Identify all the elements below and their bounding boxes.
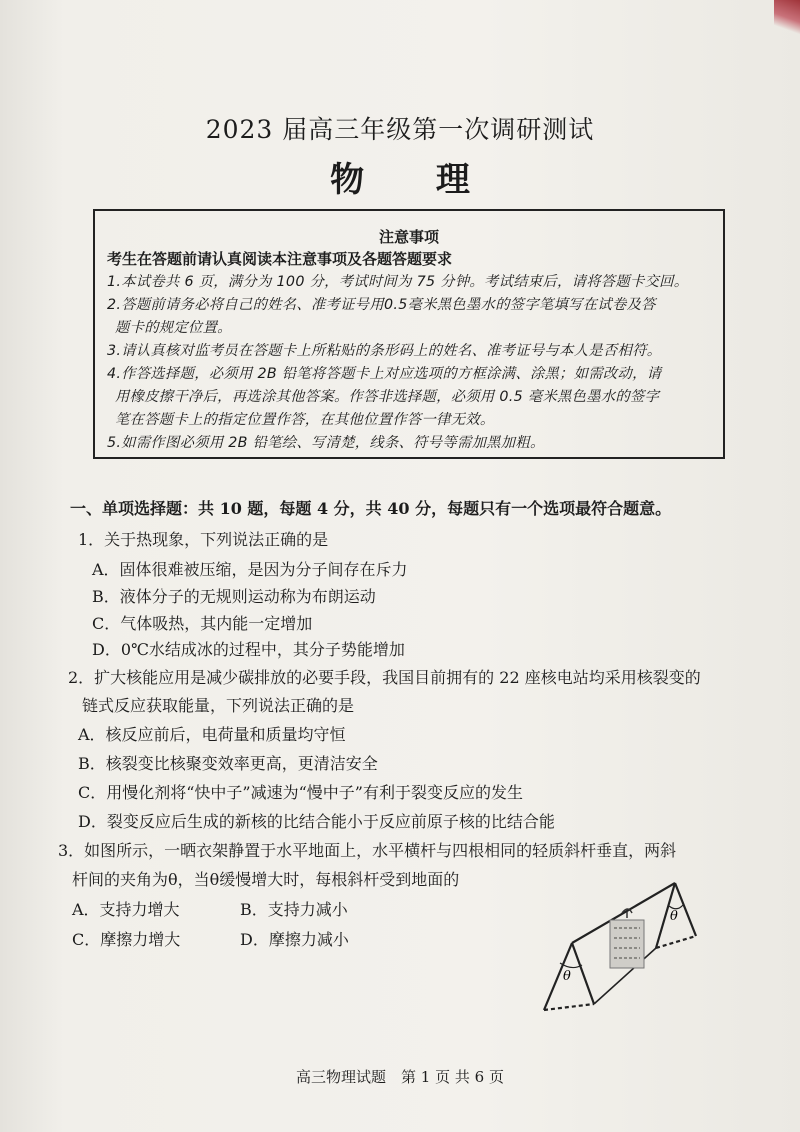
notice-line: 5.如需作图必须用 2B 铅笔绘、写清楚，线条、符号等需加黑加粗。 bbox=[107, 435, 545, 451]
question-3-option-b: B．支持力减小 bbox=[240, 900, 348, 919]
question-3-stem-cont: 杆间的夹角为θ，当θ缓慢增大时，每根斜杆受到地面的 bbox=[72, 870, 460, 889]
question-3-option-d: D．摩擦力减小 bbox=[240, 930, 349, 949]
theta-label-left: θ bbox=[563, 969, 571, 984]
notice-line: 2.答题前请务必将自己的姓名、准考证号用0.5毫米黑色墨水的签字笔填写在试卷及答 bbox=[107, 297, 656, 313]
exam-title: 2023 届高三年级第一次调研测试 bbox=[205, 115, 595, 144]
notice-heading: 注意事项 bbox=[378, 228, 439, 246]
rack-base-dashed bbox=[544, 1004, 594, 1010]
page-footer: 高三物理试题 第 1 页 共 6 页 bbox=[296, 1068, 504, 1086]
question-2-stem-cont: 链式反应获取能量，下列说法正确的是 bbox=[82, 696, 355, 715]
exam-subject: 物 理 bbox=[330, 160, 500, 200]
question-1-option-d: D．0℃水结成冰的过程中，其分子势能增加 bbox=[92, 640, 405, 659]
question-3-option-c: C．摩擦力增大 bbox=[72, 930, 181, 949]
theta-label-right: θ bbox=[670, 909, 678, 924]
section-title: 一、单项选择题：共 10 题，每题 4 分，共 40 分，每题只有一个选项最符合题意。 bbox=[70, 499, 672, 518]
question-2-option-d: D．裂变反应后生成的新核的比结合能小于反应前原子核的比结合能 bbox=[78, 812, 555, 831]
rack-leg bbox=[675, 883, 696, 936]
rack-base-dashed bbox=[656, 936, 696, 948]
notice-line: 4.作答选择题，必须用 2B 铅笔将答题卡上对应选项的方框涂满、涂黑；如需改动，请 bbox=[107, 366, 662, 382]
question-1-option-c: C．气体吸热，其内能一定增加 bbox=[92, 614, 313, 633]
page-corner-decoration bbox=[774, 0, 800, 40]
question-1-stem: 1．关于热现象，下列说法正确的是 bbox=[78, 530, 329, 549]
notice-subheading: 考生在答题前请认真阅读本注意事项及各题答题要求 bbox=[107, 250, 453, 268]
notice-line: 笔在答题卡上的指定位置作答，在其他位置作答一律无效。 bbox=[115, 412, 495, 428]
notice-line: 用橡皮擦干净后，再选涂其他答案。作答非选择题，必须用 0.5 毫米黑色墨水的签字 bbox=[115, 389, 660, 405]
question-3-option-a: A．支持力增大 bbox=[72, 900, 180, 919]
question-2-option-c: C．用慢化剂将“快中子”减速为“慢中子”有利于裂变反应的发生 bbox=[78, 783, 523, 802]
question-2-option-b: B．核裂变比核聚变效率更高，更清洁安全 bbox=[78, 754, 378, 773]
question-1-option-a: A．固体很难被压缩，是因为分子间存在斥力 bbox=[92, 560, 408, 579]
question-2-option-a: A．核反应前后，电荷量和质量均守恒 bbox=[78, 725, 346, 744]
notice-line: 题卡的规定位置。 bbox=[115, 320, 232, 336]
rack-leg bbox=[572, 943, 594, 1004]
notice-line: 1.本试卷共 6 页，满分为 100 分，考试时间为 75 分钟。考试结束后，请将答题卡交回。 bbox=[107, 274, 689, 290]
notice-line: 3.请认真核对监考员在答题卡上所粘贴的条形码上的姓名、准考证号与本人是否相符。 bbox=[107, 343, 662, 359]
question-1-option-b: B．液体分子的无规则运动称为布朗运动 bbox=[92, 587, 376, 606]
clothes-rack-figure bbox=[530, 868, 720, 1013]
question-3-stem: 3．如图所示，一晒衣架静置于水平地面上，水平横杆与四根相同的轻质斜杆垂直，两斜 bbox=[58, 841, 677, 860]
question-2-stem: 2．扩大核能应用是减少碳排放的必要手段，我国目前拥有的 22 座核电站均采用核裂变的 bbox=[68, 668, 701, 687]
notice-box bbox=[93, 209, 725, 459]
